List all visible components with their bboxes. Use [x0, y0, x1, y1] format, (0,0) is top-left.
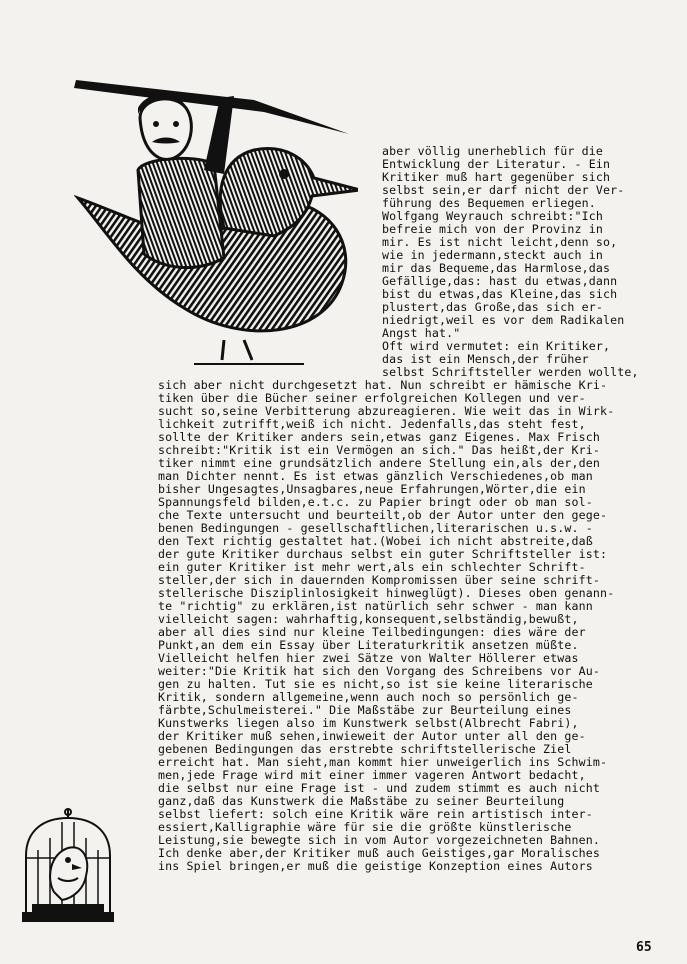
- text-line: lichkeit zutrifft,weiß ich nicht. Jedenfalls,das steht fest,: [158, 417, 586, 431]
- text-line: selbst liefert: solch eine Kritik wäre rein artistisch inter-: [158, 807, 593, 821]
- text-line: stellerische Disziplinlosigkeit hinweglügt). Dieses oben genann-: [158, 586, 615, 600]
- text-line: ganz,daß das Kunstwerk die Maßstäbe zu seiner Beurteilung: [158, 794, 565, 808]
- text-line: der Kritiker muß sehen,inwieweit der Autor unter all den ge-: [158, 729, 586, 743]
- text-line: Vielleicht helfen hier zwei Sätze von Walter Höllerer etwas: [158, 651, 579, 665]
- text-line: ins Spiel bringen,er muß die geistige Konzeption eines Autors: [158, 859, 593, 873]
- text-line: mir. Es ist nicht leicht,denn so,: [382, 235, 618, 249]
- text-line: Wolfgang Weyrauch schreibt:"Ich: [382, 209, 604, 223]
- text-line: sucht so,seine Verbitterung abzureagieren. Wie weit das in Wirk-: [158, 404, 615, 418]
- text-line: Ich denke aber,der Kritiker muß auch Geistiges,gar Moralisches: [158, 846, 601, 860]
- text-line: Spannungsfeld bilden,e.t.c. zu Papier bringt oder ob man sol-: [158, 495, 593, 509]
- text-line: gen zu halten. Tut sie es nicht,so ist sie keine literarische: [158, 677, 593, 691]
- woodcut-man-riding-bird-icon: [74, 78, 358, 368]
- text-line: Kritiker muß hart gegenüber sich: [382, 170, 611, 184]
- text-line: te "richtig" zu erklären,ist natürlich sehr schwer - man kann: [158, 599, 593, 613]
- text-line: die selbst nur eine Frage ist - und zudem stimmt es auch nicht: [158, 781, 601, 795]
- text-line: mir das Bequeme,das Harmlose,das: [382, 261, 611, 275]
- text-line: vielleicht sagen: wahrhaftig,konsequent,selbständig,bewußt,: [158, 612, 579, 626]
- text-line: gebenen Bedingungen das erstrebte schriftstellerische Ziel: [158, 742, 572, 756]
- text-line: wie in jedermann,steckt auch in: [382, 248, 604, 262]
- text-line: man Dichter nennt. Es ist etwas gänzlich Verschiedenes,ob man: [158, 469, 593, 483]
- text-line: Oft wird vermutet: ein Kritiker,: [382, 339, 611, 353]
- text-line: bist du etwas,das Kleine,das sich: [382, 287, 618, 301]
- text-line: selbst Schriftsteller werden wollte,: [382, 365, 639, 379]
- text-line: Entwicklung der Literatur. - Ein: [382, 157, 611, 171]
- text-line: führung des Bequemen erliegen.: [382, 196, 596, 210]
- text-line: weiter:"Die Kritik hat sich den Vorgang des Schreibens vor Au-: [158, 664, 601, 678]
- page-number: 65: [636, 940, 652, 955]
- text-line: ein guter Kritiker ist mehr wert,als ein schlechter Schrift-: [158, 560, 586, 574]
- text-line: Kritik, sondern allgemeine,wenn auch noch so persönlich ge-: [158, 690, 579, 704]
- text-line: sich aber nicht durchgesetzt hat. Nun schreibt er hämische Kri-: [158, 378, 608, 392]
- text-line: aber all dies sind nur kleine Teilbedingungen: dies wäre der: [158, 625, 586, 639]
- text-line: selbst sein,er darf nicht der Ver-: [382, 183, 625, 197]
- text-line: Leistung,sie bewegte sich in vom Autor vorgezeichneten Bahnen.: [158, 833, 601, 847]
- text-line: essiert,Kalligraphie wäre für sie die größte künstlerische: [158, 820, 572, 834]
- text-line: Kunstwerks liegen also im Kunstwerk selbst(Albrecht Fabri),: [158, 716, 579, 730]
- text-line: plustert,das Große,das sich er-: [382, 300, 604, 314]
- text-line: niedrigt,weil es vor dem Radikalen: [382, 313, 625, 327]
- text-line: men,jede Frage wird mit einer immer vageren Antwort bedacht,: [158, 768, 586, 782]
- text-line: steller,der sich in dauernden Kompromissen über seine schrift-: [158, 573, 601, 587]
- text-line: sollte der Kritiker anders sein,etwas ganz Eigenes. Max Frisch: [158, 430, 601, 444]
- text-line: befreie mich von der Provinz in: [382, 222, 604, 236]
- text-line: che Texte untersucht und beurteilt,ob der Autor unter den gege-: [158, 508, 608, 522]
- bird-in-cage-icon: [12, 808, 124, 926]
- text-line: Punkt,an dem ein Essay über Literaturkritik ansetzen müßte.: [158, 638, 579, 652]
- text-line: den Text richtig gestaltet hat.(Wobei ich nicht abstreite,daß: [158, 534, 593, 548]
- text-line: das ist ein Mensch,der früher: [382, 352, 589, 366]
- text-line: der gute Kritiker durchaus selbst ein guter Schriftsteller ist:: [158, 547, 608, 561]
- text-line: erreicht hat. Man sieht,man kommt hier unweigerlich ins Schwim-: [158, 755, 608, 769]
- text-line: färbte,Schulmeisterei." Die Maßstäbe zur Beurteilung eines: [158, 703, 572, 717]
- text-line: bisher Ungesagtes,Unsagbares,neue Erfahrungen,Wörter,die ein: [158, 482, 586, 496]
- text-line: Gefällige,das: hast du etwas,dann: [382, 274, 618, 288]
- text-line: schreibt:"Kritik ist ein Vermögen an sich." Das heißt,der Kri-: [158, 443, 601, 457]
- text-line: tiker nimmt eine grundsätzlich andere Stellung ein,als der,den: [158, 456, 601, 470]
- text-line: aber völlig unerheblich für die: [382, 144, 604, 158]
- text-line: tiken über die Bücher seiner erfolgreichen Kollegen und ver-: [158, 391, 586, 405]
- text-line: benen Bedingungen - gesellschaftlichen,literarischen u.s.w. -: [158, 521, 593, 535]
- text-line: Angst hat.": [382, 326, 461, 340]
